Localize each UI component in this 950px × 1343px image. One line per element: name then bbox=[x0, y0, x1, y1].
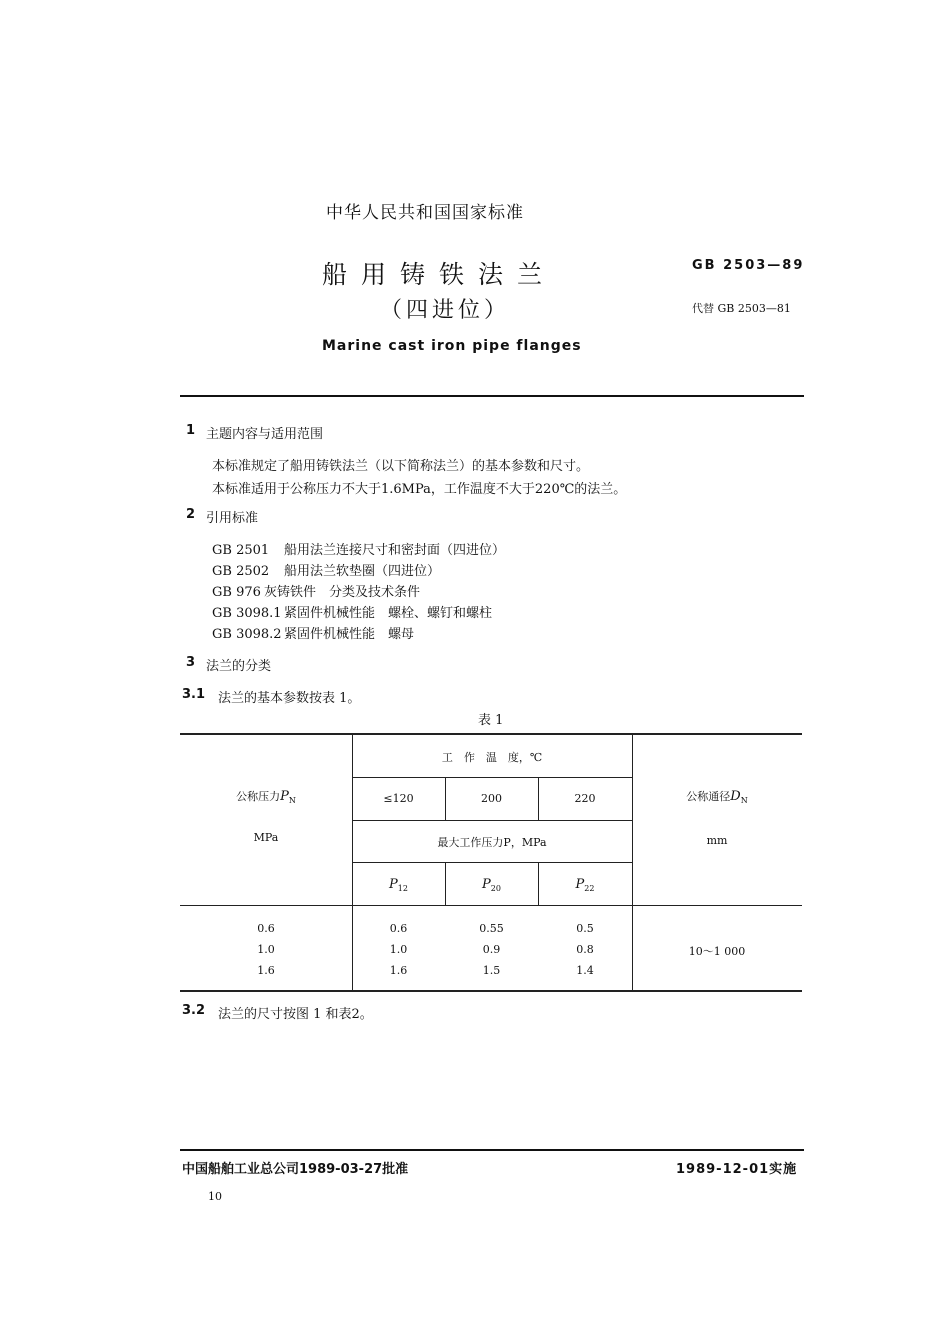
footer-divider bbox=[180, 1149, 804, 1151]
table-header-rule bbox=[180, 905, 802, 906]
section-1-line: 本标准规定了船用铸铁法兰（以下简称法兰）的基本参数和尺寸。 bbox=[212, 459, 590, 474]
max-pressure-header: 最大工作压力P，MPa bbox=[437, 836, 547, 849]
table-cell-p12: 0.6 bbox=[389, 922, 408, 935]
p22-header: $P_{22}$ bbox=[575, 877, 595, 893]
page-number: 10 bbox=[208, 1190, 222, 1203]
section-2-heading: 引用标准 bbox=[206, 511, 259, 526]
table-cell-p22: 0.5 bbox=[576, 922, 594, 935]
table-cell-dn-range: 10～1 000 bbox=[688, 945, 746, 958]
table-cell-p22: 0.8 bbox=[576, 943, 594, 956]
reference-item: GB 2502 船用法兰软垫圈（四进位） bbox=[212, 564, 441, 579]
section-3-number: 3 bbox=[186, 655, 196, 670]
dn-header: 公称通径$D_N$ bbox=[686, 789, 748, 805]
pn-header: 公称压力$P_N$ bbox=[236, 789, 296, 805]
temperature-value: 200 bbox=[481, 792, 502, 805]
reference-item: GB 976 灰铸铁件 分类及技术条件 bbox=[212, 585, 421, 600]
clause-3-2-number: 3.2 bbox=[182, 1003, 206, 1018]
reference-item: GB 3098.2 紧固件机械性能 螺母 bbox=[212, 627, 415, 642]
approval-note: 中国船舶工业总公司1989-03-27批准 bbox=[182, 1162, 409, 1177]
table-cell-p20: 1.5 bbox=[482, 964, 501, 977]
document-title: 船用铸铁法兰 bbox=[322, 260, 557, 289]
reference-item: GB 3098.1 紧固件机械性能 螺栓、螺钉和螺柱 bbox=[212, 606, 493, 621]
table-grid-line bbox=[352, 862, 632, 863]
table-cell-p22: 1.4 bbox=[576, 964, 594, 977]
temperature-value: 220 bbox=[574, 792, 596, 805]
table-caption: 表 1 bbox=[478, 713, 504, 728]
header-divider bbox=[180, 395, 804, 397]
p12-header: $P_{12}$ bbox=[389, 877, 408, 893]
dn-unit: mm bbox=[706, 834, 728, 847]
p20-header: $P_{20}$ bbox=[482, 877, 501, 893]
standard-code: GB 2503—89 bbox=[692, 258, 805, 273]
temperature-value: ≤120 bbox=[383, 792, 414, 805]
temperature-header: 工 作 温 度，℃ bbox=[441, 751, 543, 764]
table-cell-p20: 0.55 bbox=[479, 922, 504, 935]
document-subtitle: （四进位） bbox=[380, 298, 511, 323]
table-cell-pn: 1.6 bbox=[257, 964, 275, 977]
table-top-rule bbox=[180, 733, 802, 735]
parameters-table bbox=[180, 733, 802, 992]
standard-org-title: 中华人民共和国国家标准 bbox=[326, 203, 524, 223]
english-title: Marine cast iron pipe flanges bbox=[322, 338, 582, 354]
section-3-heading: 法兰的分类 bbox=[206, 659, 272, 674]
reference-item: GB 2501 船用法兰连接尺寸和密封面（四进位） bbox=[212, 543, 506, 558]
clause-3-1-text: 法兰的基本参数按表 1。 bbox=[218, 691, 361, 706]
pn-unit: MPa bbox=[253, 831, 279, 844]
section-1-line: 本标准适用于公称压力不大于1.6MPa，工作温度不大于220℃的法兰。 bbox=[212, 482, 627, 497]
table-grid-line bbox=[352, 777, 632, 778]
clause-3-2-text: 法兰的尺寸按图 1 和表2。 bbox=[218, 1007, 373, 1022]
table-bottom-rule bbox=[180, 990, 802, 992]
table-cell-pn: 1.0 bbox=[257, 943, 275, 956]
table-cell-p12: 1.0 bbox=[389, 943, 408, 956]
table-cell-pn: 0.6 bbox=[257, 922, 275, 935]
table-cell-p12: 1.6 bbox=[389, 964, 408, 977]
section-2-number: 2 bbox=[186, 507, 196, 522]
section-1-heading: 主题内容与适用范围 bbox=[206, 427, 324, 442]
replaces-note: 代替 GB 2503—81 bbox=[692, 302, 791, 315]
table-cell-p20: 0.9 bbox=[482, 943, 501, 956]
table-grid-line bbox=[352, 820, 632, 821]
section-1-number: 1 bbox=[186, 423, 196, 438]
clause-3-1-number: 3.1 bbox=[182, 687, 206, 702]
effective-date: 1989-12-01实施 bbox=[676, 1162, 798, 1177]
